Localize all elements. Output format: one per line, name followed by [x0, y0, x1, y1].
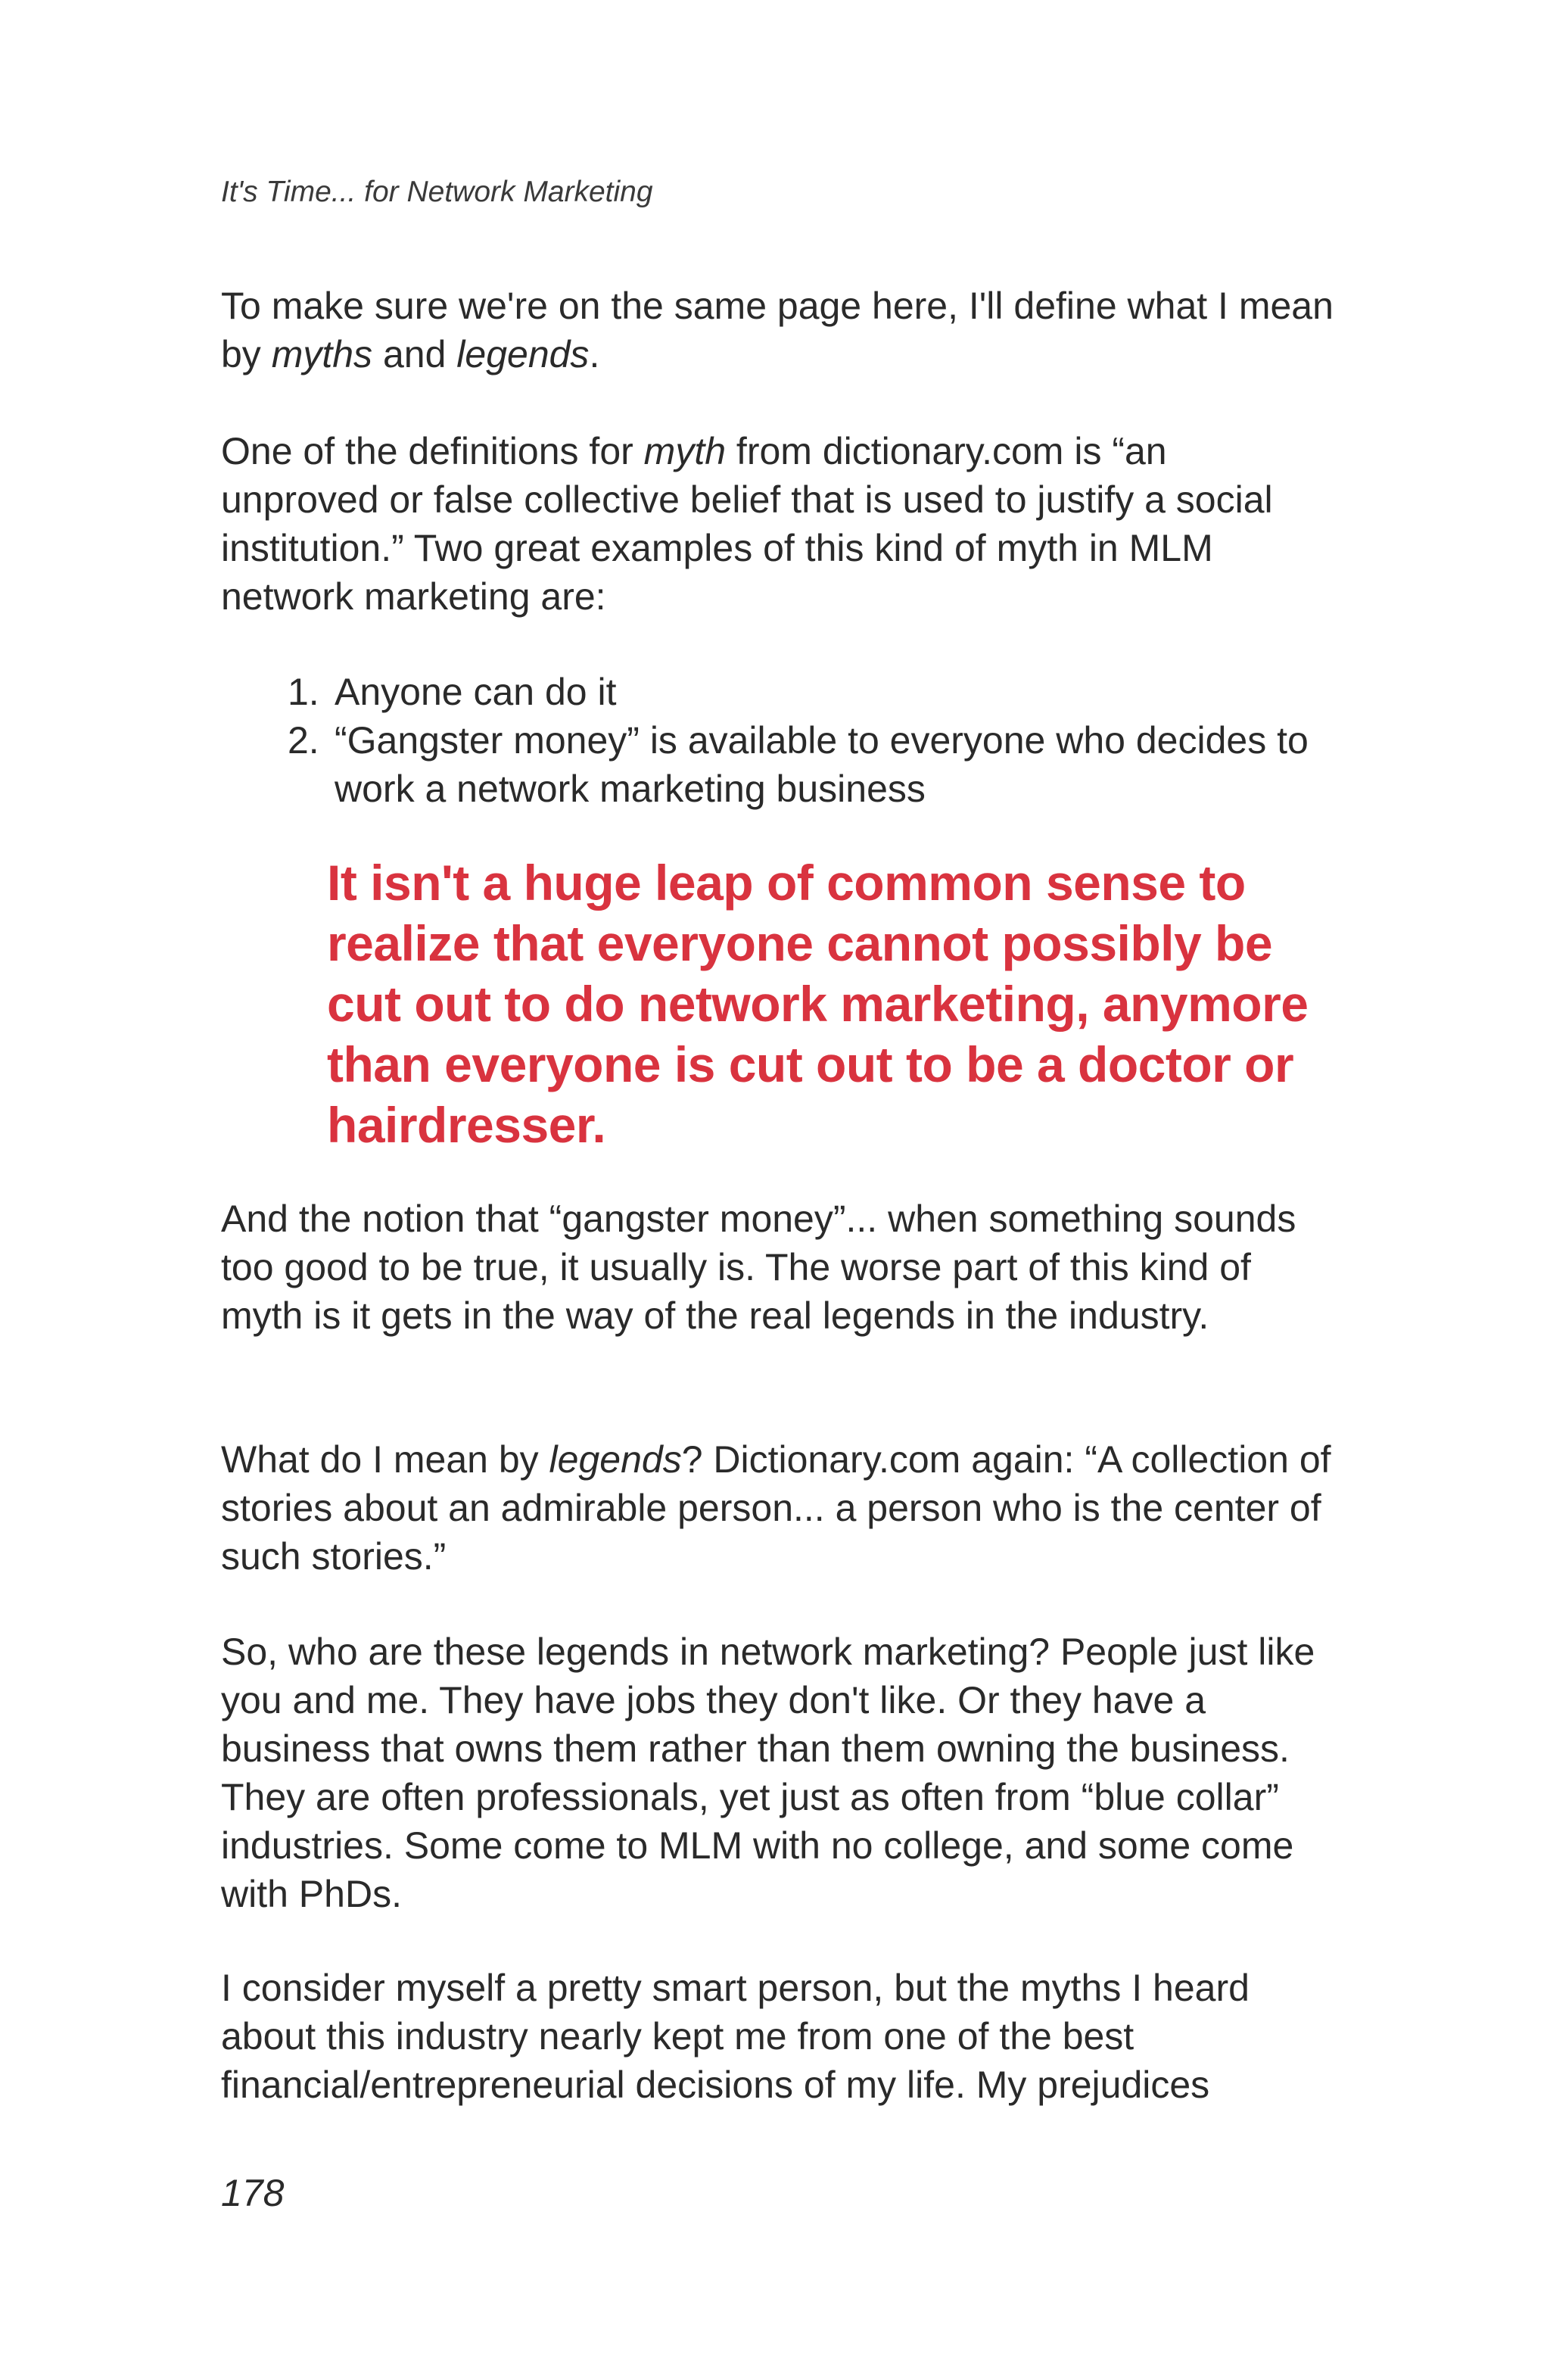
pull-quote: It isn't a huge leap of common sense to realize that everyone cannot possibly be cut out to do network marketing, anymore than everyone is cut out to be a doctor or hairdresser. [327, 855, 1309, 1153]
paragraph-text: and [372, 333, 457, 375]
paragraph-text: from dictionary.com is “an unproved or false collective belief that is used to justify a social institution.” Two great examples of this kind of myth in MLM network marketing are: [221, 430, 1273, 618]
paragraph-text: To make sure we're on the same page here, I'll define what I mean by [221, 285, 1334, 375]
myth-examples-list [288, 668, 1332, 813]
paragraph-myth-definition [221, 427, 1334, 621]
term-myth: myth [643, 430, 727, 472]
paragraph-definitions-intro [221, 282, 1334, 378]
paragraph-legends-definition [221, 1435, 1334, 1581]
list-item-text: Anyone can do it [335, 671, 617, 713]
list-item [288, 716, 1332, 813]
term-myths: myths [271, 333, 373, 375]
paragraph-who-are-legends: So, who are these legends in network marketing? People just like you and me. They have jobs they don't like. Or they have a business that owns them rather than them owning the business. They are often professionals, yet just as often from “blue collar” industries. Some come to MLM with no college, and some come with PhDs. [221, 1631, 1315, 1915]
list-item-text: “Gangster money” is available to everyone who decides to work a network marketing business [335, 719, 1309, 810]
paragraph-text: What do I mean by [221, 1438, 549, 1481]
list-item-number: 2. [288, 719, 319, 762]
paragraph-gangster-money: And the notion that “gangster money”... when something sounds too good to be true, it usually is. The worse part of this kind of myth is it gets in the way of the real legends in the industry. [221, 1198, 1296, 1337]
paragraph-text: . [589, 333, 600, 375]
paragraph-text: One of the definitions for [221, 430, 644, 472]
running-header: It's Time... for Network Marketing [221, 176, 653, 208]
term-legends: legends [549, 1438, 682, 1481]
term-legends: legends [456, 333, 590, 375]
list-item-number: 1. [288, 671, 319, 713]
page-number: 178 [221, 2172, 285, 2214]
paragraph-myths-prejudices: I consider myself a pretty smart person, but the myths I heard about this industry nearly kept me from one of the best financial/entrepreneurial decisions of my life. My prejudices [221, 1967, 1250, 2106]
paragraph-text: ? Dictionary.com again: “A collection of stories about an admirable person... a person who is the center of such stories.” [221, 1438, 1331, 1578]
list-item [288, 668, 1332, 716]
